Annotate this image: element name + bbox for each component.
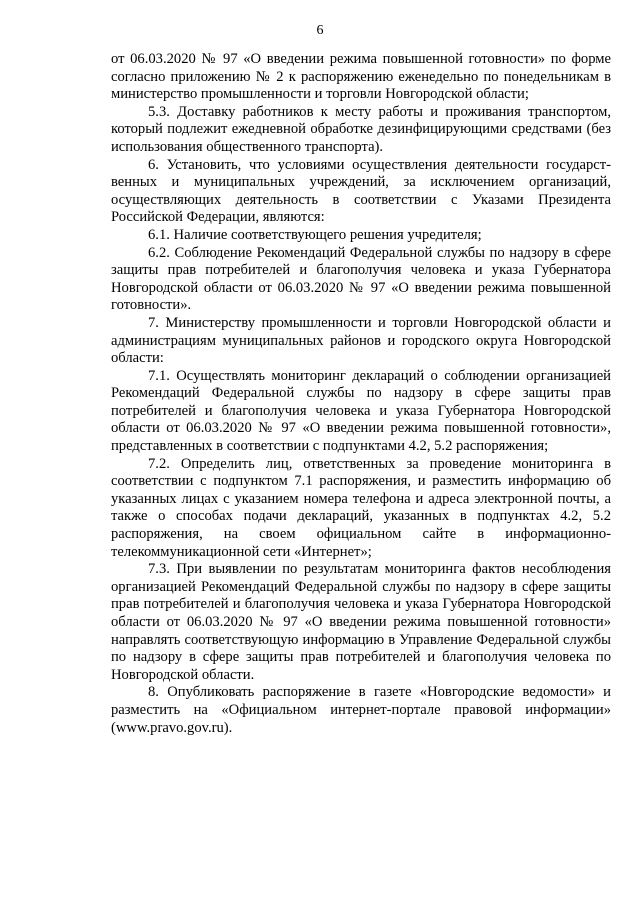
paragraph-8: 8. Опубликовать распоряжение в газете «Новгородские ведомости» и разместить на «Официальном интернет-портале правовой информации» (www.pravo.gov.ru). bbox=[111, 684, 611, 736]
document-body bbox=[111, 51, 611, 737]
paragraph-5-3: 5.3. Доставку работников к месту работы и проживания транспортом, который подлежит ежедневной обработке дезинфицирующими средствами (без использования общественного транспорта). bbox=[111, 103, 611, 155]
paragraph-7-2: 7.2. Определить лиц, ответственных за проведение мониторинга в соответствии с подпунктом 7.1 распоряжения, и разместить информацию об указанных лицах с указанием номера телефона и адреса электронной почты, а также о способах подачи деклараций, указанных в подпунктах 4.2, 5.2 распоряжения, на своем официальном сайте в информационно-телекоммуникационной сети «Интернет»; bbox=[111, 455, 611, 560]
paragraph-7: 7. Министерству промышленности и торговли Новгородской области и администрациям муниципальных районов и городского округа Новгородской области: bbox=[111, 314, 611, 367]
paragraph-7-1: 7.1. Осуществлять мониторинг деклараций о соблюдении организацией Рекомендаций Федеральной службы по надзору в сфере защиты прав потребителей и благополучия человека и указа Губернатора Новгородской области от 06.03.2020 № 97 «О введении режима повышенной готовности», представленных в соответствии с подпунктами 4.2, 5.2 распоряжения; bbox=[111, 367, 611, 455]
paragraph-6: 6. Установить, что условиями осуществления деятельности государственных и муниципальных учреждений, за исключением организаций, осуществляющих деятельность в соответствии с Указами Президента Российской Федерации, являются: bbox=[111, 156, 611, 226]
paragraph-continuation: от 06.03.2020 № 97 «О введении режима повышенной готовности» по форме согласно приложению № 2 к распоряжению еженедельно по понедельникам в министерство промышленности и торговли Новгородской области; bbox=[111, 51, 611, 103]
paragraph-6-1: 6.1. Наличие соответствующего решения учредителя; bbox=[148, 226, 482, 243]
page-number: 6 bbox=[316, 23, 324, 38]
paragraph-6-2: 6.2. Соблюдение Рекомендаций Федеральной службы по надзору в сфере защиты прав потребителей и благополучия человека и указа Губернатора Новгородской области от 06.03.2020 № 97 «О введении режима повышенной готовности». bbox=[111, 244, 611, 314]
paragraph-7-3: 7.3. При выявлении по результатам мониторинга фактов несоблюдения организацией Рекомендаций Федеральной службы по надзору в сфере защиты прав потребителей и благополучия человека и указа Губернатора Новгородской области от 06.03.2020 № 97 «О введении режима повышенной готовности» направлять соответствующую информацию в Управление Федеральной службы по надзору в сфере защиты прав потребителей и благополучия человека по Новгородской области. bbox=[111, 561, 611, 683]
